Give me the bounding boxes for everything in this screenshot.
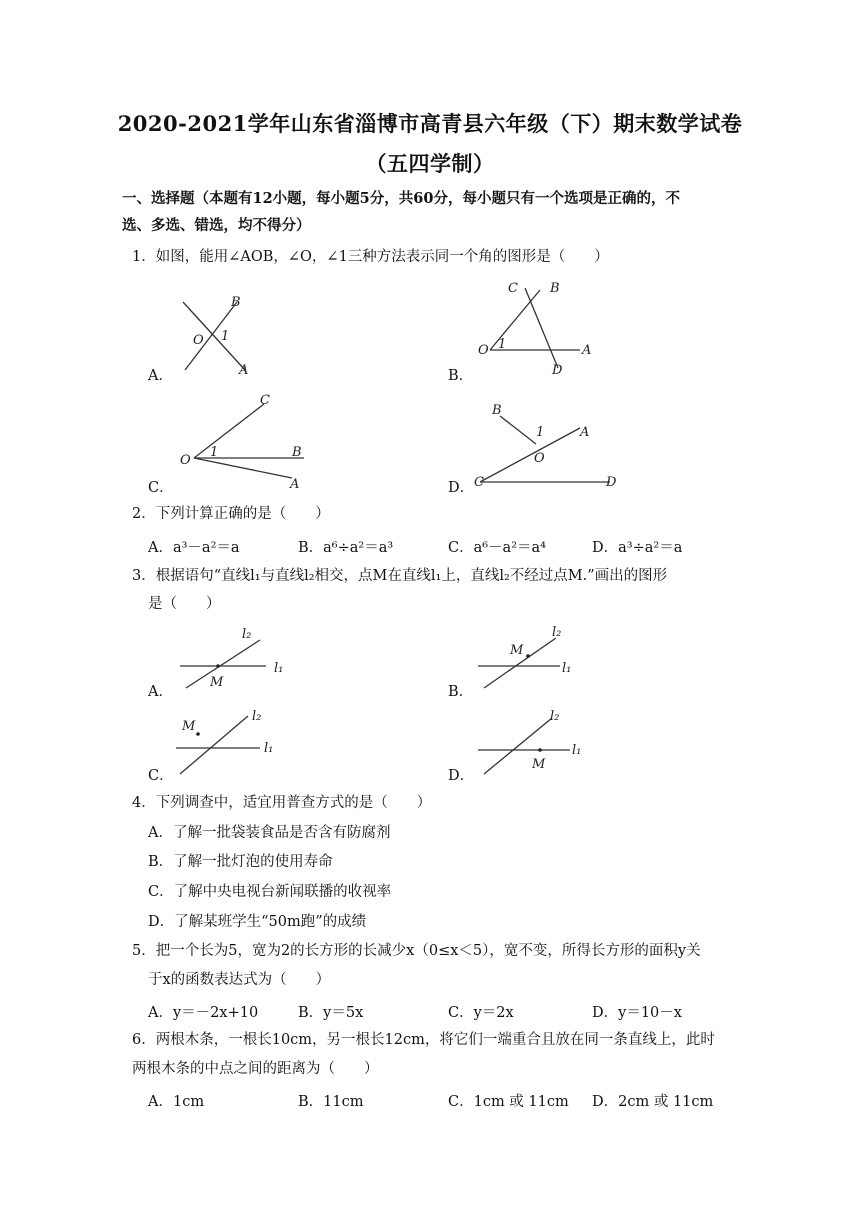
label-l1: l₁ — [572, 743, 582, 758]
label-o: O — [193, 333, 204, 348]
section-header-line2: 选、多选、错选，均不得分） — [122, 217, 311, 234]
label-m: M — [182, 719, 196, 734]
q2-option-d: D．a³÷a²＝a — [592, 540, 683, 556]
q5-option-d: D．y＝10－x — [592, 1005, 682, 1021]
label-a: A — [582, 343, 592, 358]
q1-figure-b — [470, 278, 610, 378]
q2-option-a: A．a³－a²＝a — [148, 540, 240, 556]
q1-figure-c — [172, 390, 322, 490]
exam-subtitle: （五四学制） — [365, 151, 495, 176]
question-6-line1: 6．两根木条，一根长10cm，另一根长12cm，将它们一端重合且放在同一条直线上，此时 — [132, 1032, 715, 1048]
label-l1: l₁ — [274, 661, 284, 676]
label-d: D — [552, 363, 563, 378]
question-4-text: 4．下列调查中，适宜用普查方式的是（ ） — [132, 795, 432, 811]
section-header-line1: 一、选择题（本题有12小题，每小题5分，共60分，每小题只有一个选项是正确的，不 — [122, 190, 680, 207]
label-c: C — [508, 281, 518, 296]
question-5-line1: 5．把一个长为5，宽为2的长方形的长减少x（0≤x＜5），宽不变，所得长方形的面积y关 — [132, 943, 701, 959]
q1-option-d-label: D． — [448, 480, 475, 496]
q5-option-c: C．y＝2x — [448, 1005, 514, 1021]
label-b: B — [292, 445, 302, 460]
label-b: B — [231, 295, 241, 310]
label-b: B — [550, 281, 560, 296]
q1-figure-d — [470, 398, 630, 488]
q6-option-c: C．1cm 或 11cm — [448, 1094, 569, 1110]
q6-option-d: D．2cm 或 11cm — [592, 1094, 714, 1110]
question-5-line2: 于x的函数表达式为（ ） — [148, 972, 331, 988]
label-b: B — [492, 403, 502, 418]
q2-option-b: B．a⁶÷a²＝a³ — [298, 540, 394, 556]
label-l1: l₁ — [562, 661, 572, 676]
question-1-text: 1．如图，能用∠AOB，∠O，∠1三种方法表示同一个角的图形是（ ） — [132, 249, 609, 265]
q3-option-a-label: A． — [148, 684, 173, 700]
q1-option-b-label: B． — [448, 368, 474, 384]
q6-option-b: B．11cm — [298, 1094, 364, 1110]
label-a: A — [239, 363, 249, 378]
label-o: O — [534, 451, 545, 466]
q4-option-a: A．了解一批袋装食品是否含有防腐剂 — [148, 825, 391, 841]
label-o: O — [180, 453, 191, 468]
label-1: 1 — [221, 329, 230, 344]
label-l2: l₂ — [550, 709, 560, 724]
label-l2: l₂ — [552, 625, 562, 640]
label-m: M — [210, 675, 224, 690]
q5-option-b: B．y＝5x — [298, 1005, 364, 1021]
q3-figure-d — [470, 706, 600, 778]
label-c: C — [260, 393, 270, 408]
q3-figure-a — [170, 624, 300, 694]
q2-option-c: C．a⁶－a²＝a⁴ — [448, 540, 546, 556]
label-a: A — [290, 477, 300, 490]
label-1: 1 — [210, 445, 219, 460]
q3-figure-c — [170, 706, 290, 778]
label-d: D — [606, 475, 617, 488]
q3-option-d-label: D． — [448, 768, 475, 784]
label-a: A — [580, 425, 590, 440]
q3-option-c-label: C． — [148, 768, 174, 784]
label-m: M — [510, 643, 524, 658]
q4-option-d: D．了解某班学生“50m跑”的成绩 — [148, 914, 367, 930]
q3-option-b-label: B． — [448, 684, 474, 700]
label-c: C — [474, 475, 484, 488]
q6-option-a: A．1cm — [148, 1094, 205, 1110]
q1-figure-a — [165, 290, 275, 380]
q1-option-c-label: C． — [148, 480, 174, 496]
question-2-text: 2．下列计算正确的是（ ） — [132, 506, 330, 522]
question-3-line2: 是（ ） — [148, 596, 221, 612]
label-1: 1 — [498, 337, 507, 352]
question-3-line1: 3．根据语句“直线l₁与直线l₂相交，点M在直线l₁上，直线l₂不经过点M.”画出的图形 — [132, 568, 668, 584]
exam-title: 2020-2021学年山东省淄博市高青县六年级（下）期末数学试卷 — [117, 111, 743, 136]
q4-option-c: C．了解中央电视台新闻联播的收视率 — [148, 884, 392, 900]
label-1: 1 — [536, 425, 545, 440]
label-m: M — [532, 757, 546, 772]
question-6-line2: 两根木条的中点之间的距离为（ ） — [132, 1061, 379, 1077]
label-o: O — [478, 343, 489, 358]
q1-option-a-label: A． — [148, 368, 173, 384]
q4-option-b: B．了解一批灯泡的使用寿命 — [148, 854, 333, 870]
label-l1: l₁ — [264, 741, 274, 756]
label-l2: l₂ — [252, 709, 262, 724]
q5-option-a: A．y＝－2x+10 — [148, 1005, 259, 1021]
label-l2: l₂ — [242, 627, 252, 642]
q3-figure-b — [470, 622, 600, 692]
